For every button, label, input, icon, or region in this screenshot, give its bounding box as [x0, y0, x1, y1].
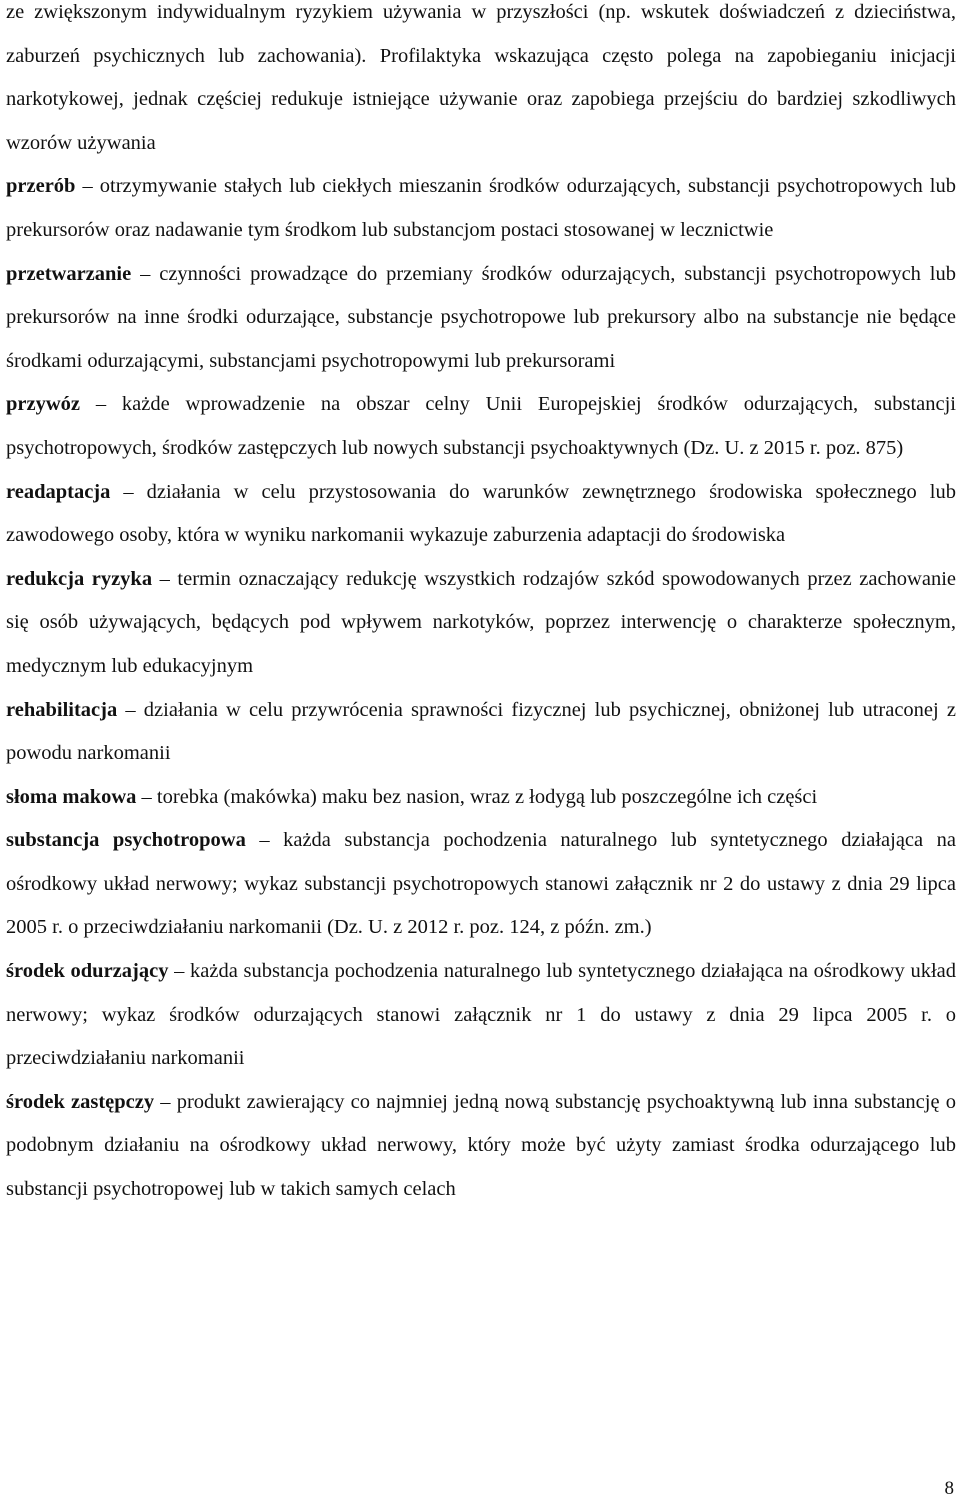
definition-srodek-odurzajacy [6, 950, 956, 1081]
definition-term: przetwarzanie [6, 262, 132, 285]
definition-readaptacja [6, 471, 956, 558]
definition-term: substancja psychotropowa [6, 829, 246, 852]
definition-term: środek zastępczy [6, 1090, 155, 1113]
definition-text: – każda substancja pochodzenia naturalnego lub syntetycznego działająca na ośrodkowy układ nerwowy; wykaz substancji psychotropowych stanowi załącznik nr 2 do ustawy z dnia 29 lipca 2005 r. o przeciwdziałaniu narkomanii (Dz. U. z 2012 r. poz. 124, z późn. zm.) [6, 829, 956, 939]
definition-text: – produkt zawierający co najmniej jedną nową substancję psychoaktywną lub inna substancję o podobnym działaniu na ośrodkowy układ nerwowy, który może być użyty zamiast środka odurzającego lub substancji psychotropowej lub w takich samych celach [6, 1090, 956, 1201]
page-number: 8 [944, 1478, 954, 1499]
definition-text: – każde wprowadzenie na obszar celny Unii Europejskiej środków odurzających, substancji psychotropowych, środków zastępczych lub nowych substancji psychoaktywnych (Dz. U. z 2015 r. poz. 875) [6, 393, 956, 459]
definition-sloma-makowa [6, 776, 956, 820]
definition-text: – torebka (makówka) maku bez nasion, wraz z łodygą lub poszczególne ich części [136, 785, 818, 808]
definition-text: – każda substancja pochodzenia naturalnego lub syntetycznego działająca na ośrodkowy układ nerwowy; wykaz środków odurzających stanowi załącznik nr 1 do ustawy z dnia 29 lipca 2005 r. o przeciwdziałaniu narkomanii [6, 960, 956, 1070]
definition-przywoz [6, 383, 956, 470]
definition-term: rehabilitacja [6, 698, 118, 721]
definition-text: – otrzymywanie stałych lub ciekłych mieszanin środków odurzających, substancji psychotropowych lub prekursorów oraz nadawanie tym środkom lub substancjom postaci stosowanej w lecznictwie [6, 175, 956, 241]
definition-text: – działania w celu przystosowania do warunków zewnętrznego środowiska społecznego lub zawodowego osoby, która w wyniku narkomanii wykazuje zaburzenia adaptacji do środowiska [6, 480, 956, 547]
document-page [6, 0, 956, 1212]
definition-term: przywóz [6, 393, 81, 416]
definition-term: środek odurzający [6, 960, 169, 983]
definition-term: przerób [6, 175, 76, 198]
definition-text: – działania w celu przywrócenia sprawności fizycznej lub psychicznej, obniżonej lub utraconej z powodu narkomanii [6, 698, 956, 765]
definition-przetwarzanie [6, 253, 956, 384]
definition-redukcja-ryzyka [6, 558, 956, 689]
definition-przerob [6, 165, 956, 252]
definition-substancja-psychotropowa [6, 819, 956, 950]
intro-paragraph: ze zwiększonym indywidualnym ryzykiem używania w przyszłości (np. wskutek doświadczeń z dzieciństwa, zaburzeń psychicznych lub zachowania). Profilaktyka wskazująca często polega na zapobieganiu inicjacji narkotykowej, jednak częściej redukuje istniejące używanie oraz zapobiega przejściu do bardziej szkodliwych wzorów używania [6, 1, 956, 154]
definition-rehabilitacja [6, 689, 956, 776]
definition-text: – termin oznaczający redukcję wszystkich rodzajów szkód spowodowanych przez zachowanie się osób używających, będących pod wpływem narkotyków, poprzez interwencję o charakterze społecznym, medycznym lub edukacyjnym [6, 567, 956, 677]
definition-text: – czynności prowadzące do przemiany środków odurzających, substancji psychotropowych lub prekursorów na inne środki odurzające, substancje psychotropowe lub prekursory albo na substancje nie będące środkami odurzającymi, substancjami psychotropowymi lub prekursorami [6, 262, 956, 372]
definition-term: słoma makowa [6, 785, 137, 808]
definition-term: readaptacja [6, 480, 111, 503]
definition-srodek-zastepczy [6, 1081, 956, 1212]
definition-term: redukcja ryzyka [6, 567, 153, 590]
